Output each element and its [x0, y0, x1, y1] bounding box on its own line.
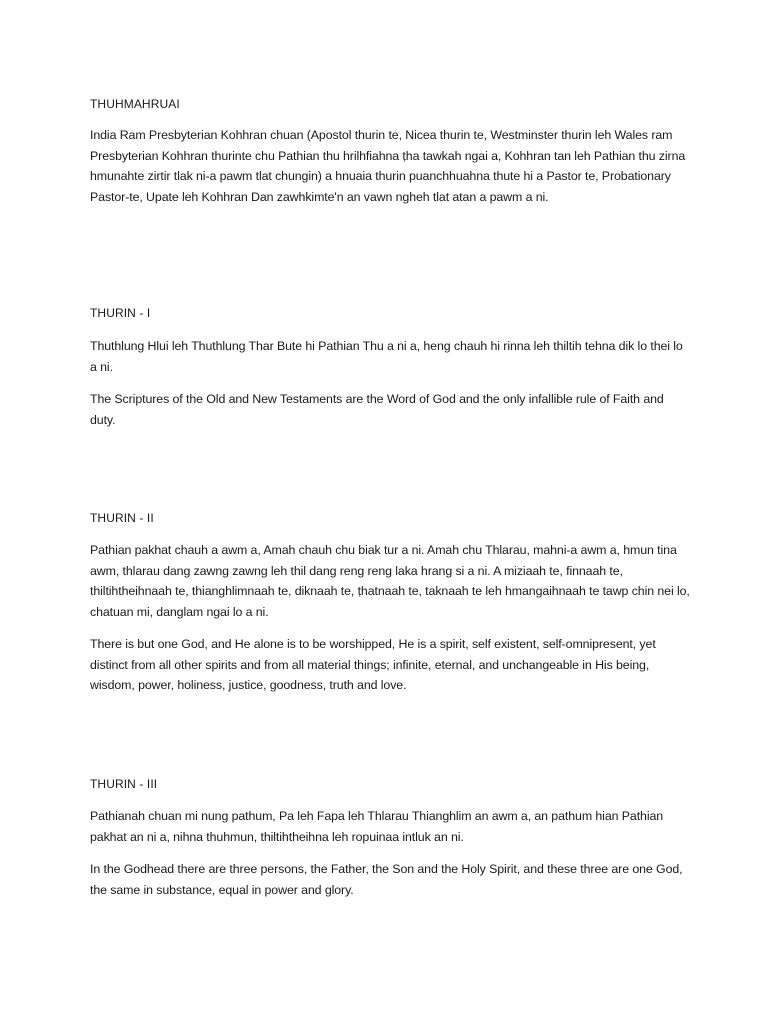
section-2-english-paragraph: There is but one God, and He alone is to be worshipped, He is a spirit, self existent, self-omnipresent, yet distinct from all other spirits and from all material things; infinite, eternal, and unchangeable in His being, wisdom, power, holiness, justice, goodness, truth and love. — [90, 637, 656, 692]
section-2-mizo-paragraph: Pathian pakhat chauh a awm a, Amah chauh chu biak tur a ni. Amah chu Thlarau, mahni-a awm a, hmun tina awm, thlarau dang zawng zawng leh thil dang reng reng laka hrang si a ni. A miziaah te, finnaah te, thiltihtheihnaah te, thianghlimnaah te, diknaah te, ṭhatnaah te, taknaah te leh hmangaihnaah te tawp chin nei lo, chatuan mi, danglam ngai lo a ni. — [90, 543, 690, 619]
section-3-english-paragraph: In the Godhead there are three persons, the Father, the Son and the Holy Spirit, and these three are one God, the same in substance, equal in power and glory. — [90, 862, 683, 897]
intro-paragraph: India Ram Presbyterian Kohhran chuan (Apostol thurin te, Nicea thurin te, Westminster thurin leh Wales ram Presbyterian Kohhran thurinte chu Pathian thu hrilhfiahna ṭha tawkah ngai a, Kohhran tan leh Pathian thu zirna hmunahte zirtir tlak ni-a pawm tlat chungin) a hnuaia thurin puanchhuahna thute hi a Pastor te, Probationary Pastor-te, Upate leh Kohhran Dan zawhkimte'n an vawn ngheh tlat atan a pawm a ni. — [90, 128, 686, 204]
section-heading-1: THURIN - I — [90, 306, 151, 320]
section-heading-3: THURIN - III — [90, 777, 158, 791]
document-title: THUHMAHRUAI — [90, 97, 180, 111]
section-1-english-paragraph: The Scriptures of the Old and New Testaments are the Word of God and the only infallible rule of Faith and duty. — [90, 392, 664, 427]
section-1-mizo-paragraph: Thuthlung Hlui leh Thuthlung Thar Bute hi Pathian Thu a ni a, heng chauh hi rinna leh thiltih tehna dik lo thei lo a ni. — [90, 339, 683, 374]
section-heading-2: THURIN - II — [90, 511, 154, 525]
section-3-mizo-paragraph: Pathianah chuan mi nung pathum, Pa leh Fapa leh Thlarau Thianghlim an awm a, an pathum hian Pathian pakhat an ni a, nihna thuhmun, thiltihtheihna leh ropuinaa intluk an ni. — [90, 809, 664, 844]
